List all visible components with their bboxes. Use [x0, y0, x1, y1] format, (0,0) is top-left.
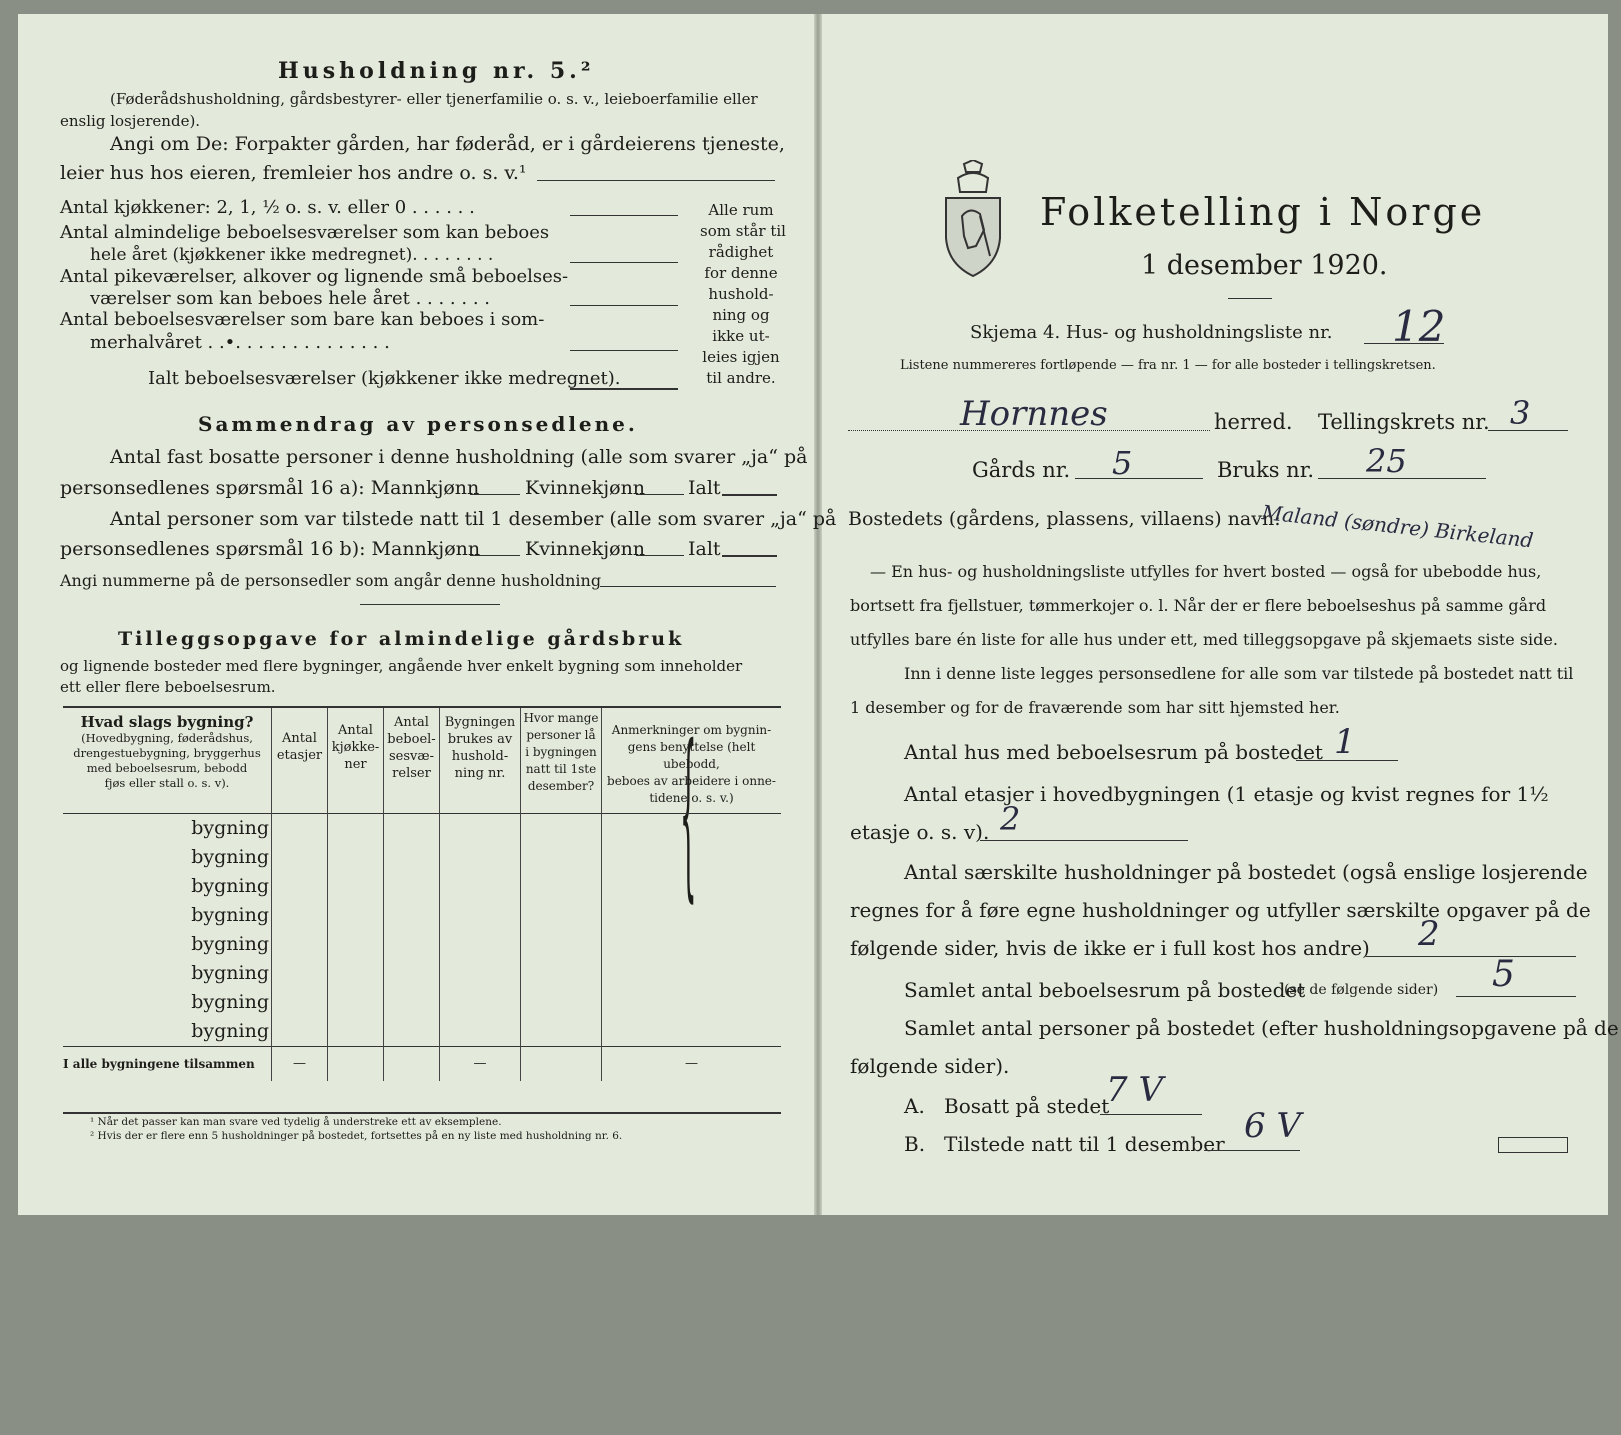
building-label: bygning	[191, 1019, 269, 1042]
answer-line	[1456, 996, 1576, 997]
table-cell[interactable]	[272, 1017, 328, 1047]
answer-line	[1075, 478, 1203, 479]
houses-value: 1	[1334, 722, 1356, 762]
table-cell[interactable]	[521, 872, 602, 901]
resident-value: 7 V	[1106, 1070, 1163, 1110]
district-value: 3	[1510, 394, 1531, 432]
present-value: 6 V	[1244, 1106, 1301, 1146]
table-row	[63, 930, 781, 959]
table-header-line: Anmerkninger om bygnin-	[611, 723, 772, 737]
residence-name-value: Maland (søndre) Birkeland	[1260, 500, 1535, 553]
side-note-line: til andre.	[706, 369, 776, 387]
table-row	[63, 813, 781, 843]
table-cell[interactable]	[328, 988, 384, 1017]
households-value: 2	[1418, 914, 1440, 954]
table-cell[interactable]	[328, 843, 384, 872]
table-header-line: Antal	[282, 731, 317, 746]
table-cell[interactable]	[440, 959, 521, 988]
table-cell[interactable]	[384, 901, 440, 930]
table-row	[63, 843, 781, 872]
households-line-2: regnes for å føre egne husholdninger og utfyller særskilte opgaver på de	[850, 898, 1591, 922]
answer-line	[1366, 956, 1576, 957]
table-header-line: Hvor mange	[523, 711, 599, 725]
answer-line	[1204, 1150, 1300, 1151]
answer-line	[722, 494, 777, 496]
building-label: bygning	[191, 990, 269, 1013]
building-type-cell[interactable]	[63, 1017, 272, 1047]
rooms-label: Samlet antal beboelsesrum på bostedet	[904, 978, 1306, 1002]
answer-line	[570, 215, 678, 216]
table-cell[interactable]	[328, 872, 384, 901]
persons-line-1: Samlet antal personer på bostedet (efter husholdningsopgavene på de	[904, 1016, 1619, 1040]
building-type-cell[interactable]	[63, 872, 272, 901]
table-header-line: personer lå	[526, 728, 596, 742]
farm-number-value: 5	[1112, 444, 1133, 482]
answer-line	[470, 494, 520, 495]
municipality-label: herred.	[1214, 410, 1293, 434]
table-cell[interactable]	[440, 930, 521, 959]
resident-label: Bosatt på stedet	[944, 1094, 1110, 1118]
answer-line	[570, 305, 678, 306]
header-floors	[272, 708, 328, 813]
table-header-line: i bygningen	[525, 745, 597, 759]
instruction-line-2: bortsett fra fjellstuer, tømmerkojer o. l. Når der er flere beboelseshus på samme gård	[850, 596, 1547, 615]
table-cell[interactable]	[272, 872, 328, 901]
table-header-line: hushold-	[451, 749, 509, 764]
municipality-value: Hornnes	[960, 394, 1108, 434]
answer-line	[636, 494, 684, 495]
table-cell[interactable]	[440, 988, 521, 1017]
header-household	[440, 708, 521, 813]
table-cell[interactable]	[602, 843, 782, 872]
side-note-line: rådighet	[708, 243, 774, 261]
table-cell[interactable]	[602, 930, 782, 959]
table-header-line: kjøkke-	[331, 740, 380, 755]
side-note-line: som står til	[700, 222, 786, 240]
table-header-line: sesvæ-	[389, 749, 434, 764]
floors-value: 2	[1000, 800, 1021, 838]
summary-female-2: Kvinnekjønn	[525, 538, 646, 560]
table-cell[interactable]	[272, 813, 328, 843]
table-header-line: fjøs eller stall o. s. v).	[104, 776, 230, 790]
table-header-line: Hvad slags bygning?	[80, 713, 254, 731]
answer-line	[1100, 1114, 1202, 1115]
supplement-title: Tilleggsopgave for almindelige gårdsbruk	[118, 628, 685, 650]
table-header-line: desember?	[527, 779, 595, 793]
answer-line	[470, 555, 520, 556]
question-line-2: leier hus hos eieren, fremleier hos andre o. s. v.¹	[60, 162, 527, 184]
census-title: Folketelling i Norge	[1040, 190, 1486, 234]
table-header-line: Antal	[338, 723, 373, 738]
table-cell[interactable]	[602, 988, 782, 1017]
floors-line-2: etasje o. s. v).	[850, 820, 990, 844]
rooms-row-4a: Antal beboelsesværelser som bare kan beboes i som-	[60, 309, 545, 330]
numbering-note: Listene nummereres fortløpende — fra nr. 1 — for alle bosteder i tellingskretsen.	[900, 358, 1436, 373]
summary-total-2: Ialt	[688, 538, 721, 560]
page-fold	[814, 14, 822, 1215]
building-label: bygning	[191, 903, 269, 926]
table-header-line: beboel-	[387, 732, 436, 747]
households-line-1: Antal særskilte husholdninger på bostedet (også enslige losjerende	[904, 860, 1588, 884]
separator	[1228, 298, 1272, 299]
answer-line	[570, 262, 678, 263]
answer-line	[537, 180, 775, 181]
table-cell[interactable]	[272, 959, 328, 988]
table-cell[interactable]	[521, 901, 602, 930]
brace	[680, 203, 697, 371]
table-cell[interactable]	[384, 988, 440, 1017]
side-note	[700, 200, 786, 389]
intro-line-1: (Føderådshusholdning, gårdsbestyrer- eller tjenerfamilie o. s. v., leieboerfamilie eller	[110, 90, 758, 108]
building-type-cell[interactable]	[63, 813, 272, 843]
table-header-line: ning nr.	[454, 766, 506, 781]
table-row	[63, 988, 781, 1017]
total-remarks: —	[602, 1046, 782, 1081]
table-header-line: Antal	[394, 715, 429, 730]
rooms-total: Ialt beboelsesværelser (kjøkkener ikke medregnet).	[148, 368, 621, 389]
rooms-value: 5	[1492, 954, 1515, 995]
table-cell[interactable]	[602, 1017, 782, 1047]
summary-line-4: personsedlenes spørsmål 16 b): Mannkjønn	[60, 538, 481, 560]
summary-female-1: Kvinnekjønn	[525, 477, 646, 499]
total-household: —	[440, 1046, 521, 1081]
table-cell[interactable]	[602, 872, 782, 901]
table-cell[interactable]	[440, 813, 521, 843]
use-number-value: 25	[1366, 442, 1407, 480]
supplement-line-1: og lignende bosteder med flere bygninger, angående hver enkelt bygning som inneholder	[60, 657, 743, 675]
printer-stamp	[1498, 1137, 1568, 1153]
farm-number-label: Gårds nr.	[972, 458, 1071, 482]
side-note-line: leies igjen	[702, 348, 780, 366]
table-cell[interactable]	[384, 930, 440, 959]
use-number-label: Bruks nr.	[1217, 458, 1315, 482]
total-rooms	[384, 1046, 440, 1081]
district-label: Tellingskrets nr.	[1318, 410, 1490, 434]
side-note-line: ning og	[712, 306, 770, 324]
building-label: bygning	[191, 874, 269, 897]
instruction-line-1: — En hus- og husholdningsliste utfylles for hvert bosted — også for ubebodde hus,	[870, 562, 1542, 581]
building-type-cell[interactable]	[63, 988, 272, 1017]
table-header-line: tidene o. s. v.)	[649, 791, 734, 805]
table-cell[interactable]	[521, 843, 602, 872]
instruction-line-3: utfylles bare én liste for alle hus under ett, med tilleggsopgave på skjemaets siste side.	[850, 630, 1558, 649]
table-cell[interactable]	[602, 959, 782, 988]
table-cell[interactable]	[521, 813, 602, 843]
table-header-line: relser	[392, 766, 431, 781]
persons-line-2: følgende sider).	[850, 1054, 1010, 1078]
building-label: bygning	[191, 961, 269, 984]
answer-line	[600, 586, 776, 587]
instruction-line-4: Inn i denne liste legges personsedlene for alle som var tilstede på bostedet natt til	[904, 664, 1574, 683]
table-header-line: natt til 1ste	[525, 762, 597, 776]
present-label: Tilstede natt til 1 desember	[944, 1132, 1225, 1156]
side-note-line: hushold-	[708, 285, 774, 303]
table-cell[interactable]	[272, 843, 328, 872]
total-kitchens	[328, 1046, 384, 1081]
table-cell[interactable]	[440, 843, 521, 872]
table-cell[interactable]	[521, 1017, 602, 1047]
table-header-line: brukes av	[447, 732, 513, 747]
present-letter: B.	[904, 1132, 926, 1156]
table-cell[interactable]	[384, 959, 440, 988]
total-persons	[521, 1046, 602, 1081]
summary-line-5: Angi nummerne på de personsedler som angår denne husholdning	[60, 571, 602, 590]
table-cell[interactable]	[272, 988, 328, 1017]
side-note-line: Alle rum	[708, 201, 774, 219]
rooms-row-3a: Antal pikeværelser, alkover og lignende små beboelses-	[60, 266, 569, 287]
building-label: bygning	[191, 932, 269, 955]
table-bottom-rule	[63, 1112, 781, 1114]
table-header-line: ner	[344, 757, 367, 772]
header-rooms	[384, 708, 440, 813]
table-header-line: drengestuebygning, bryggerhus	[73, 746, 261, 760]
table-cell[interactable]	[602, 813, 782, 843]
table-cell[interactable]	[440, 872, 521, 901]
header-kitchens	[328, 708, 384, 813]
answer-line	[570, 388, 678, 390]
resident-letter: A.	[904, 1094, 925, 1118]
table-row	[63, 901, 781, 930]
table-row	[63, 1017, 781, 1047]
household-title: Husholdning nr. 5.²	[278, 58, 595, 84]
table-cell[interactable]	[521, 930, 602, 959]
floors-line-1: Antal etasjer i hovedbygningen (1 etasje og kvist regnes for 1½	[904, 782, 1549, 806]
table-cell[interactable]	[272, 930, 328, 959]
table-cell[interactable]	[328, 930, 384, 959]
table-cell[interactable]	[328, 901, 384, 930]
building-label: bygning	[191, 816, 269, 839]
building-type-cell[interactable]	[63, 843, 272, 872]
rooms-row-4b: merhalvåret . .•. . . . . . . . . . . . . .	[90, 332, 390, 353]
table-header-line: med beboelsesrum, bebodd	[86, 761, 248, 775]
table-row	[63, 959, 781, 988]
table-header-line: etasjer	[276, 748, 323, 763]
table-cell[interactable]	[328, 959, 384, 988]
answer-line	[636, 555, 684, 556]
side-note-line: for denne	[704, 264, 778, 282]
rooms-row-2a: Antal almindelige beboelsesværelser som kan beboes	[60, 222, 550, 243]
answer-line	[980, 840, 1188, 841]
houses-label: Antal hus med beboelsesrum på bostedet	[904, 740, 1323, 764]
table-cell[interactable]	[272, 901, 328, 930]
coat-of-arms-icon	[940, 160, 1006, 278]
residence-name-label: Bostedets (gårdens, plassens, villaens) navn:	[848, 508, 1281, 530]
header-persons	[521, 708, 602, 813]
footnote-2: ² Hvis der er flere enn 5 husholdninger på bostedet, fortsettes på en ny liste med husholdning nr. 6.	[90, 1130, 623, 1142]
footnote-1: ¹ Når det passer kan man svare ved tydelig å understreke ett av eksemplene.	[90, 1116, 502, 1128]
summary-total-1: Ialt	[688, 477, 721, 499]
table-row	[63, 872, 781, 901]
table-cell[interactable]	[328, 1017, 384, 1047]
table-cell[interactable]	[384, 872, 440, 901]
list-number: 12	[1392, 302, 1446, 351]
building-label: bygning	[191, 845, 269, 868]
summary-line-2: personsedlenes spørsmål 16 a): Mannkjønn	[60, 477, 480, 499]
table-cell[interactable]	[384, 813, 440, 843]
summary-title: Sammendrag av personsedlene.	[198, 412, 638, 436]
table-header-line: beboes av arbeidere i onne-	[607, 774, 776, 788]
question-line-1: Angi om De: Forpakter gården, har føderåd, er i gårdeierens tjeneste,	[110, 133, 785, 155]
rooms-row-3b: værelser som kan beboes hele året . . . . . . .	[90, 288, 490, 309]
table-cell[interactable]	[521, 959, 602, 988]
census-date: 1 desember 1920.	[1141, 250, 1388, 281]
table-header-line: Bygningen	[444, 715, 516, 730]
table-header-row	[63, 708, 781, 813]
table-cell[interactable]	[384, 843, 440, 872]
building-type-cell[interactable]	[63, 901, 272, 930]
rooms-sublabel: (se de følgende sider)	[1284, 982, 1439, 998]
header-building-type	[63, 708, 272, 813]
intro-line-2: enslig losjerende).	[60, 112, 201, 130]
table-header-line: (Hovedbygning, føderådshus,	[81, 731, 253, 745]
table-cell[interactable]	[440, 901, 521, 930]
answer-line	[570, 350, 678, 351]
separator	[360, 604, 500, 605]
building-type-cell[interactable]	[63, 959, 272, 988]
building-type-cell[interactable]	[63, 930, 272, 959]
table-cell[interactable]	[521, 988, 602, 1017]
schema-label: Skjema 4. Hus- og husholdningsliste nr.	[970, 322, 1333, 343]
households-line-3: følgende sider, hvis de ikke er i full kost hos andre)	[850, 936, 1370, 960]
building-table	[63, 708, 781, 1081]
supplement-line-2: ett eller flere beboelsesrum.	[60, 678, 276, 696]
table-cell[interactable]	[384, 1017, 440, 1047]
answer-line	[722, 555, 777, 557]
total-floors: —	[272, 1046, 328, 1081]
summary-line-3: Antal personer som var tilstede natt til 1 desember (alle som svarer „ja“ på	[110, 508, 837, 530]
side-note-line: ikke ut-	[712, 327, 770, 345]
table-cell[interactable]	[602, 901, 782, 930]
rooms-row-1: Antal kjøkkener: 2, 1, ½ o. s. v. eller 0 . . . . . .	[60, 197, 475, 218]
table-cell[interactable]	[328, 813, 384, 843]
table-header-line: gens benyttelse (helt ubebodd,	[627, 740, 756, 771]
instruction-line-5: 1 desember og for de fraværende som har sitt hjemsted her.	[850, 698, 1340, 717]
rooms-row-2b: hele året (kjøkkener ikke medregnet). . . . . . . .	[90, 245, 494, 265]
total-label: I alle bygningene tilsammen	[63, 1056, 255, 1071]
header-remarks	[602, 708, 782, 813]
summary-line-1: Antal fast bosatte personer i denne husholdning (alle som svarer „ja“ på	[110, 446, 808, 468]
table-total-row	[63, 1046, 781, 1081]
table-cell[interactable]	[440, 1017, 521, 1047]
